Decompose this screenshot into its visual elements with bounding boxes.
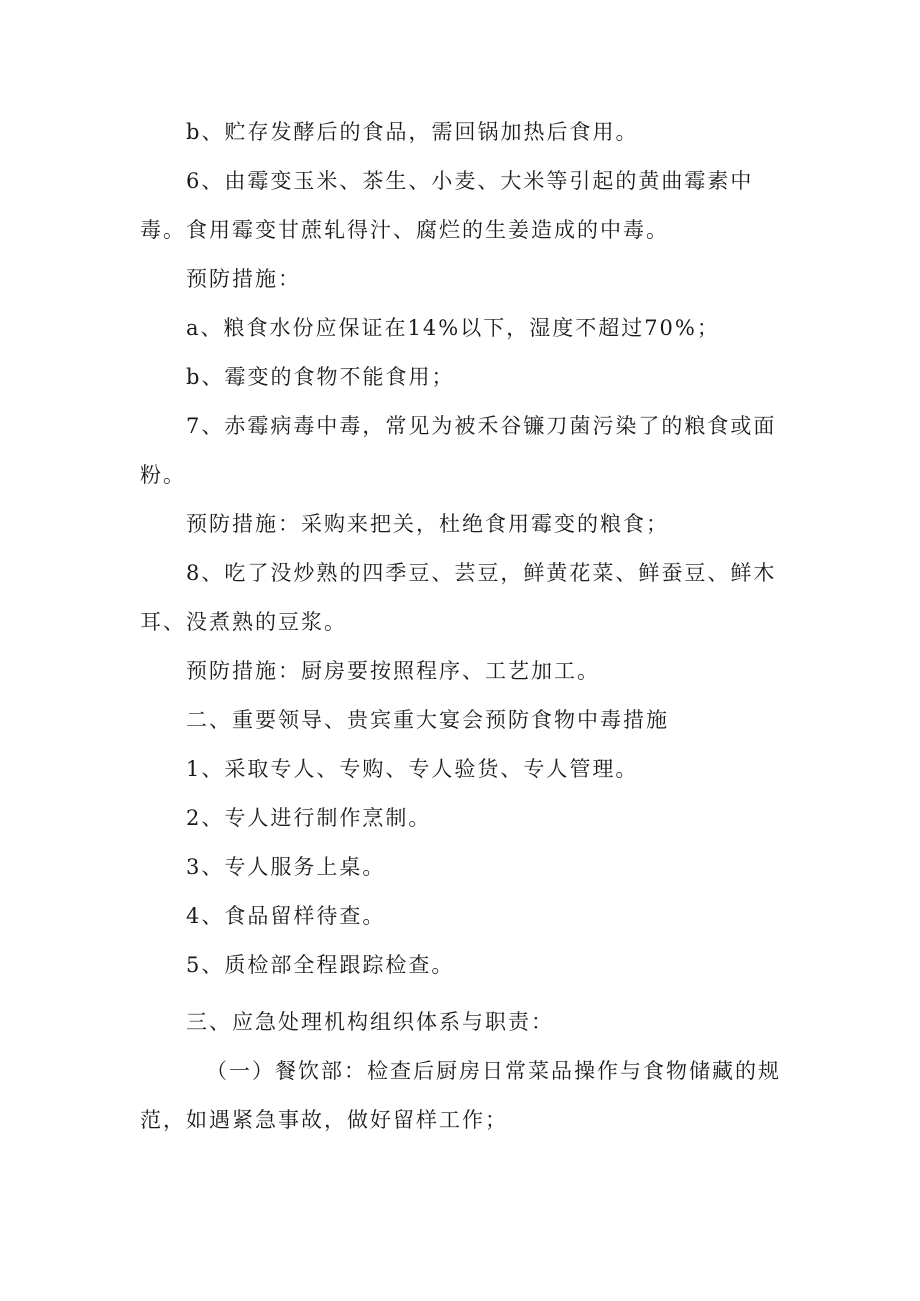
- paragraph-a-moisture: a、粮食水份应保证在14%以下，湿度不超过70%；: [186, 316, 720, 340]
- paragraph-b-storage: b、贮存发酵后的食品，需回锅加热后食用。: [186, 120, 639, 144]
- paragraph-item-7: 7、赤霉病毒中毒，常见为被禾谷镰刀菌污染了的粮食或面粉。: [140, 414, 777, 487]
- paragraph-prevention-purchase: 预防措施：采购来把关，杜绝食用霉变的粮食；: [186, 512, 669, 536]
- document-body: [140, 108, 790, 1145]
- paragraph-measure-3: 3、专人服务上桌。: [186, 855, 386, 879]
- paragraph-measure-4: 4、食品留样待查。: [186, 904, 386, 928]
- paragraph-catering-dept: （一）餐饮部：检查后厨房日常菜品操作与食物储藏的规范，如遇紧急事故，做好留样工作；: [140, 1059, 781, 1132]
- paragraph-measure-2: 2、专人进行制作烹制。: [186, 806, 432, 830]
- paragraph-item-8: 8、吃了没炒熟的四季豆、芸豆，鲜黄花菜、鲜蚕豆、鲜木耳、没煮熟的豆浆。: [140, 561, 777, 634]
- paragraph-b-moldy-food: b、霉变的食物不能食用；: [186, 365, 455, 389]
- section-heading-3: 三、应急处理机构组织体系与职责：: [186, 1010, 554, 1034]
- paragraph-item-6: 6、由霉变玉米、茶生、小麦、大米等引起的黄曲霉素中毒。食用霉变甘蔗轧得汁、腐烂的生姜造成的中毒。: [140, 169, 754, 242]
- paragraph-prevention-heading: 预防措施：: [186, 267, 301, 291]
- section-heading-2: 二、重要领导、贵宾重大宴会预防食物中毒措施: [186, 708, 669, 732]
- paragraph-measure-1: 1、采取专人、专购、专人验货、专人管理。: [186, 757, 639, 781]
- paragraph-measure-5: 5、质检部全程跟踪检查。: [186, 953, 455, 977]
- paragraph-prevention-kitchen: 预防措施：厨房要按照程序、工艺加工。: [186, 659, 600, 683]
